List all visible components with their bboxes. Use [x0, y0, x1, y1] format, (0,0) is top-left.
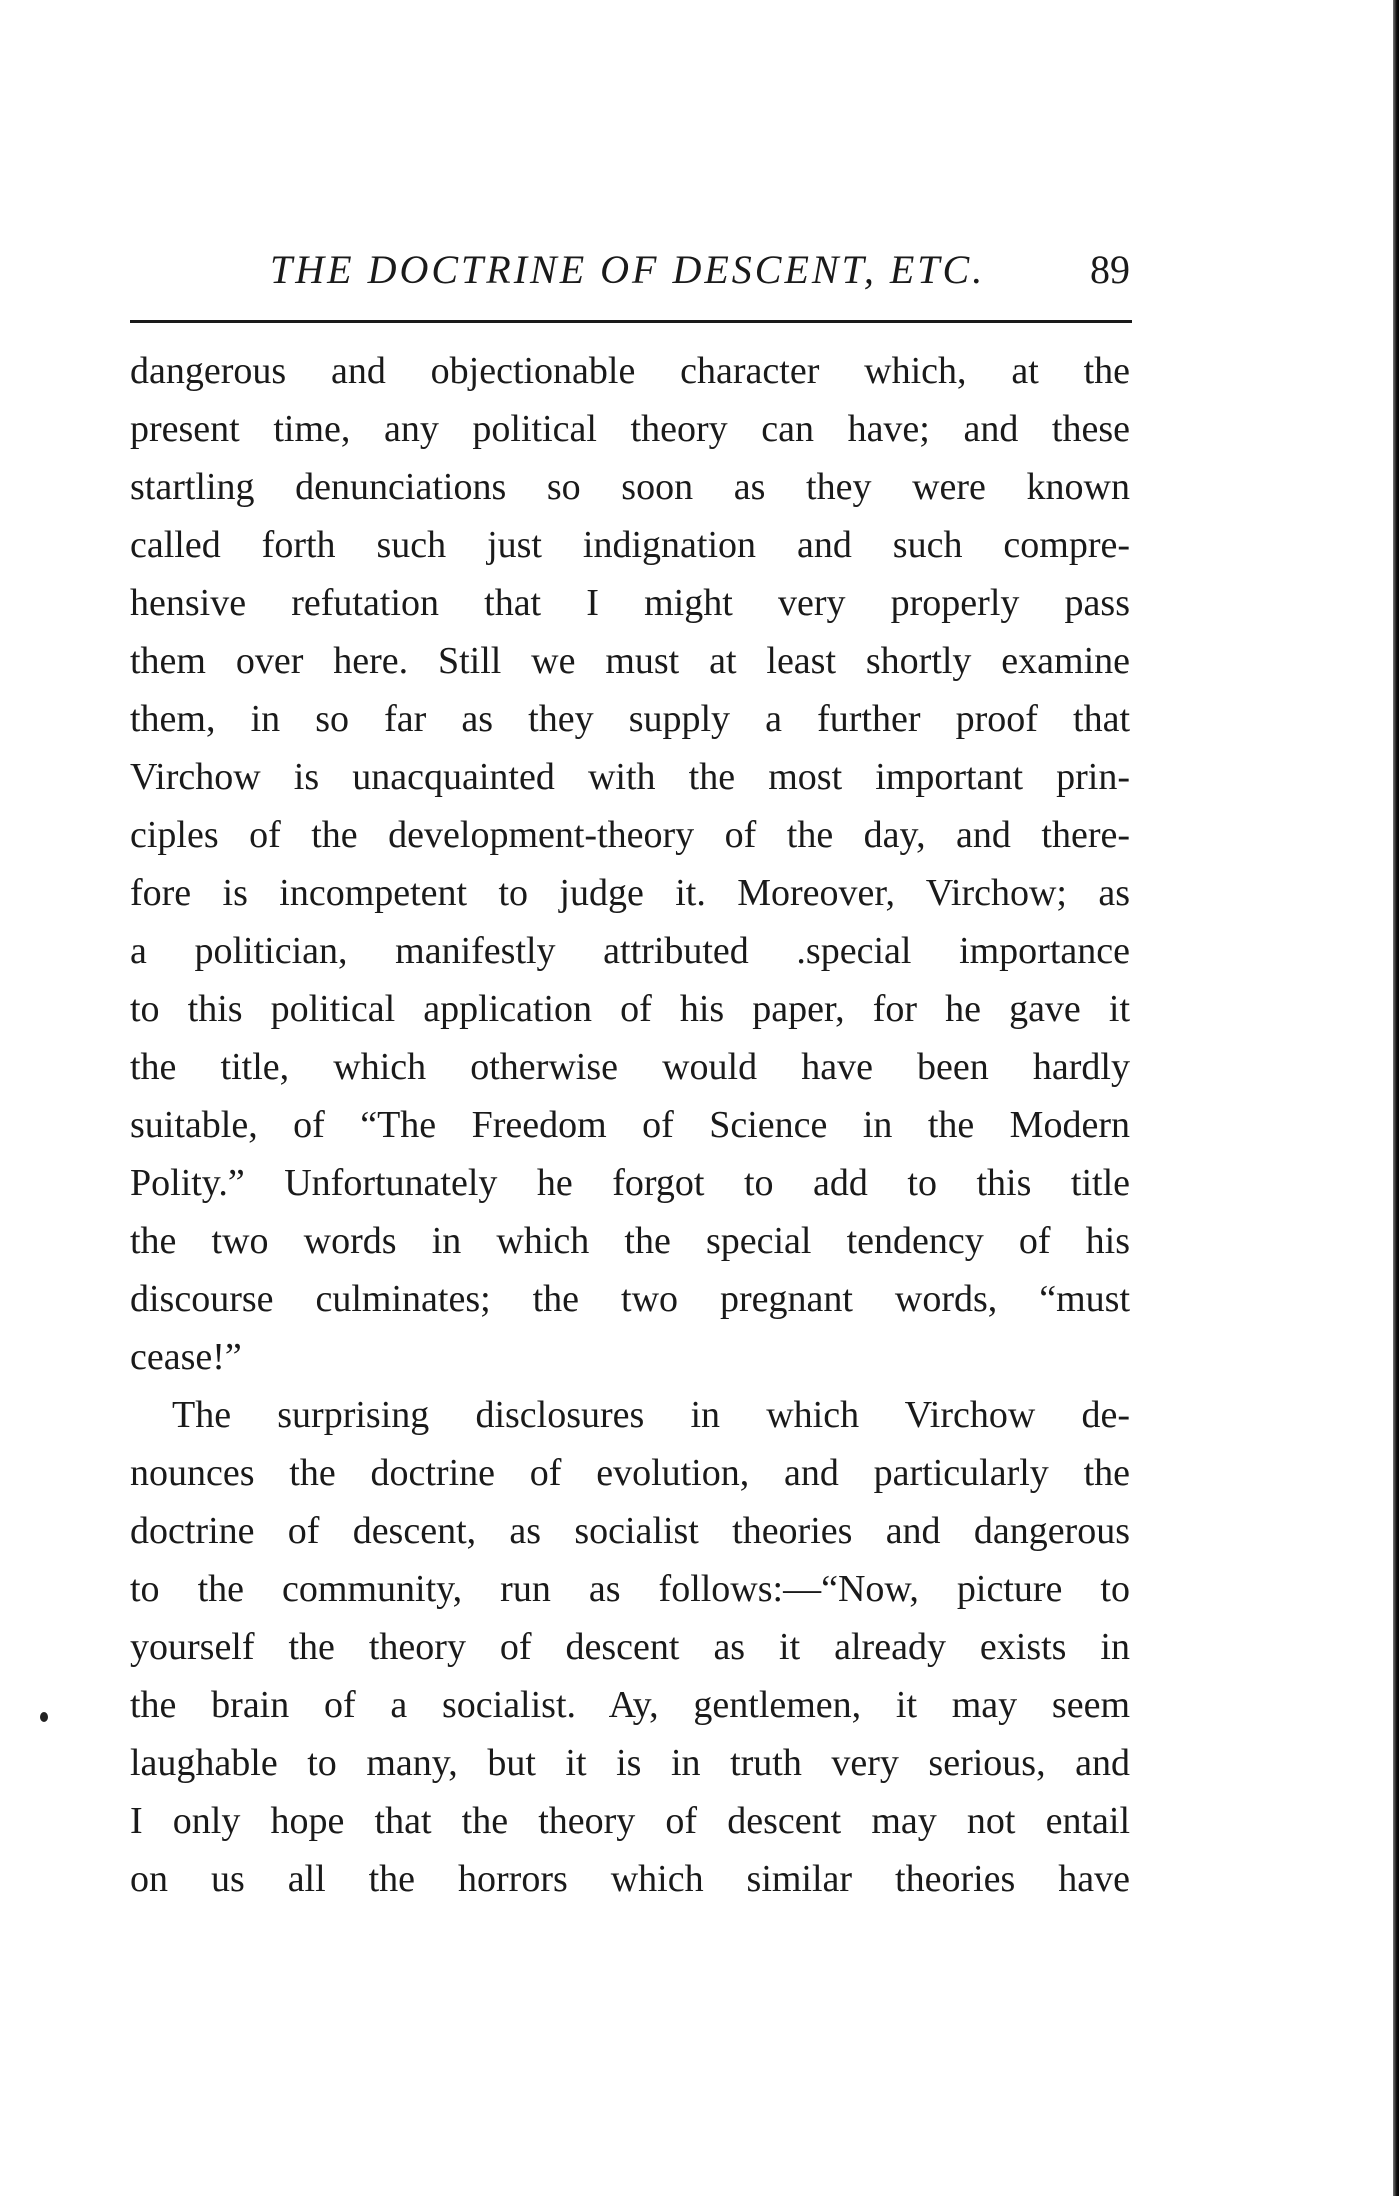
text-line: dangerous and objectionable character which, at the	[130, 350, 1130, 392]
text-line: discourse culminates; the two pregnant words, “must	[130, 1278, 1130, 1320]
text-line: the title, which otherwise would have been hardly	[130, 1046, 1130, 1088]
running-head-title: THE DOCTRINE OF DESCENT, ETC.	[270, 247, 986, 292]
text-line: suitable, of “The Freedom of Science in the Modern	[130, 1104, 1130, 1146]
text-line: a politician, manifestly attributed .special importance	[130, 930, 1130, 972]
ink-speck	[40, 1712, 48, 1722]
text-line: nounces the doctrine of evolution, and particularly the	[130, 1452, 1130, 1494]
text-line: fore is incompetent to judge it. Moreover, Virchow; as	[130, 872, 1130, 914]
body-text	[130, 342, 1130, 1908]
text-line: Virchow is unacquainted with the most important prin-	[130, 756, 1130, 798]
text-line: Polity.” Unfortunately he forgot to add to this title	[130, 1162, 1130, 1204]
running-head	[130, 240, 1130, 310]
text-line: I only hope that the theory of descent may not entail	[130, 1800, 1130, 1842]
text-line: present time, any political theory can have; and these	[130, 408, 1130, 450]
header-rule	[130, 320, 1132, 323]
text-line: them over here. Still we must at least shortly examine	[130, 640, 1130, 682]
text-line: laughable to many, but it is in truth very serious, and	[130, 1742, 1130, 1784]
text-line: yourself the theory of descent as it already exists in	[130, 1626, 1130, 1668]
text-line: The surprising disclosures in which Virchow de-	[172, 1394, 1130, 1436]
text-line: them, in so far as they supply a further proof that	[130, 698, 1130, 740]
text-line: the two words in which the special tendency of his	[130, 1220, 1130, 1262]
text-line: ciples of the development-theory of the day, and there-	[130, 814, 1130, 856]
text-line: doctrine of descent, as socialist theories and dangerous	[130, 1510, 1130, 1552]
text-line: to the community, run as follows:—“Now, picture to	[130, 1568, 1130, 1610]
text-line: startling denunciations so soon as they were known	[130, 466, 1130, 508]
paragraph-1	[130, 342, 1130, 1386]
text-line: hensive refutation that I might very properly pass	[130, 582, 1130, 624]
text-line: the brain of a socialist. Ay, gentlemen, it may seem	[130, 1684, 1130, 1726]
text-line: called forth such just indignation and such compre-	[130, 524, 1130, 566]
text-line: to this political application of his paper, for he gave it	[130, 988, 1130, 1030]
text-line: cease!”	[130, 1336, 242, 1378]
page-edge-shadow	[1393, 0, 1399, 2196]
text-line: on us all the horrors which similar theories have	[130, 1858, 1130, 1900]
page-number: 89	[1090, 247, 1130, 292]
paragraph-2	[130, 1386, 1130, 1908]
